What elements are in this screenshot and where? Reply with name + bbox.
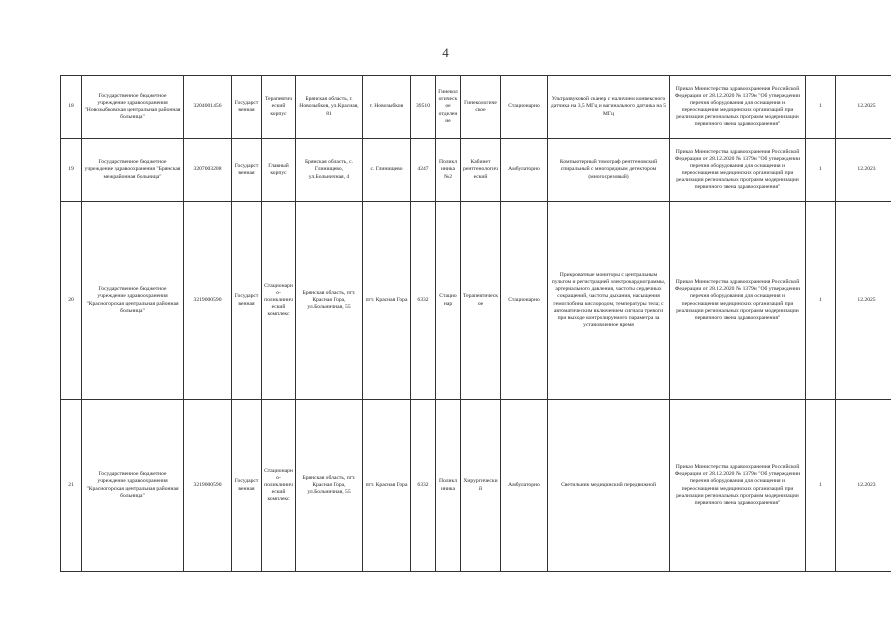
population-cell: 6332	[411, 400, 436, 572]
row-number-cell: 18	[61, 76, 82, 139]
table-row	[61, 139, 891, 202]
department-cell: Гинекологическое отделение	[436, 76, 461, 139]
cabinet-cell: Терапевтическое	[461, 202, 501, 400]
quantity-cell: 1	[806, 76, 836, 139]
address-cell: Брянская область, с. Глинищево, ул.Больничная, 4	[296, 139, 363, 202]
ownership-cell: Государственная	[232, 76, 262, 139]
code-cell: 3219000590	[184, 202, 232, 400]
department-cell: Стационар	[436, 202, 461, 400]
department-cell: Поликлиника №2	[436, 139, 461, 202]
code-cell: 3204001456	[184, 76, 232, 139]
cabinet-cell: Гинекологическое	[461, 76, 501, 139]
row-number-cell: 20	[61, 202, 82, 400]
institution-cell: Государственное бюджетное учреждение здравоохранения "Брянская межрайонная больница"	[82, 139, 184, 202]
population-cell: 39510	[411, 76, 436, 139]
code-cell: 3207003208	[184, 139, 232, 202]
address-cell: Брянская область, пгт. Красная Гора, ул.Больничная, 55	[296, 400, 363, 572]
address-cell: Брянская область, пгт. Красная Гора, ул.Больничная, 55	[296, 202, 363, 400]
population-cell: 4247	[411, 139, 436, 202]
institution-cell: Государственное бюджетное учреждение здравоохранения "Новозыбковская центральная районная больница"	[82, 76, 184, 139]
year-cell: 12.2025	[836, 76, 891, 139]
table-row	[61, 400, 891, 572]
building-cell: Стационарно-поликлинический комплекс	[262, 400, 296, 572]
year-cell: 12.2025	[836, 202, 891, 400]
care-type-cell: Стационарно	[501, 202, 548, 400]
population-cell: 6332	[411, 202, 436, 400]
page-number: 4	[442, 45, 449, 60]
table-row	[61, 76, 891, 139]
locality-cell: пгт. Красная Гора	[363, 400, 411, 572]
code-cell: 3219000590	[184, 400, 232, 572]
locality-cell: г. Новозыбков	[363, 76, 411, 139]
year-cell: 12.2023	[836, 139, 891, 202]
equipment-table	[60, 75, 891, 572]
equipment-cell: Прикроватные мониторы с центральным пультом и регистрацией электрокардиограммы, артериального давления, частоты сердечных сокращений, частоты дыхания, насыщения гемоглобина кислородом, температуры тела; с автоматическим включением сигнала тревоги при выходе контролируемого параметра за установленное время	[548, 202, 670, 400]
order-cell: Приказ Министерства здравоохранения Российской Федерации от 28.12.2020 № 1379н "Об утверждении перечня оборудования для оснащения и переоснащения медицинских организаций при реализации региональных программ модернизации первичного звена здравоохранения"	[670, 76, 806, 139]
row-number-cell: 21	[61, 400, 82, 572]
institution-cell: Государственное бюджетное учреждение здравоохранения "Красногорская центральная районная больница"	[82, 400, 184, 572]
department-cell: Поликлиника	[436, 400, 461, 572]
cabinet-cell: Хирургический	[461, 400, 501, 572]
institution-cell: Государственное бюджетное учреждение здравоохранения "Красногорская центральная районная больница"	[82, 202, 184, 400]
equipment-cell: Компьютерный томограф рентгеновский спиральный с многорядным детектором (многосрезовый)	[548, 139, 670, 202]
quantity-cell: 1	[806, 202, 836, 400]
table-row	[61, 202, 891, 400]
building-cell: Стационарно-поликлинический комплекс	[262, 202, 296, 400]
quantity-cell: 1	[806, 139, 836, 202]
order-cell: Приказ Министерства здравоохранения Российской Федерации от 28.12.2020 № 1379н "Об утверждении перечня оборудования для оснащения и переоснащения медицинских организаций при реализации региональных программ модернизации первичного звена здравоохранения"	[670, 400, 806, 572]
ownership-cell: Государственная	[232, 400, 262, 572]
row-number-cell: 19	[61, 139, 82, 202]
building-cell: Главный корпус	[262, 139, 296, 202]
year-cell: 12.2023	[836, 400, 891, 572]
care-type-cell: Амбулаторно	[501, 139, 548, 202]
address-cell: Брянская область, г. Новозыбков, ул.Красная, 81	[296, 76, 363, 139]
locality-cell: пгт. Красная Гора	[363, 202, 411, 400]
ownership-cell: Государственная	[232, 139, 262, 202]
order-cell: Приказ Министерства здравоохранения Российской Федерации от 28.12.2020 № 1379н "Об утверждении перечня оборудования для оснащения и переоснащения медицинских организаций при реализации региональных программ модернизации первичного звена здравоохранения"	[670, 202, 806, 400]
locality-cell: с. Глинищево	[363, 139, 411, 202]
care-type-cell: Амбулаторно	[501, 400, 548, 572]
ownership-cell: Государственная	[232, 202, 262, 400]
building-cell: Терапевтический корпус	[262, 76, 296, 139]
equipment-cell: Ультразвуковой сканер с наличием конвексного датчика на 3,5 МГц и вагинального датчика на 5 МГц	[548, 76, 670, 139]
cabinet-cell: Кабинет рентгенологический	[461, 139, 501, 202]
quantity-cell: 1	[806, 400, 836, 572]
care-type-cell: Стационарно	[501, 76, 548, 139]
order-cell: Приказ Министерства здравоохранения Российской Федерации от 28.12.2020 № 1379н "Об утверждении перечня оборудования для оснащения и переоснащения медицинских организаций при реализации региональных программ модернизации первичного звена здравоохранения"	[670, 139, 806, 202]
equipment-cell: Светильник медицинский передвижной	[548, 400, 670, 572]
